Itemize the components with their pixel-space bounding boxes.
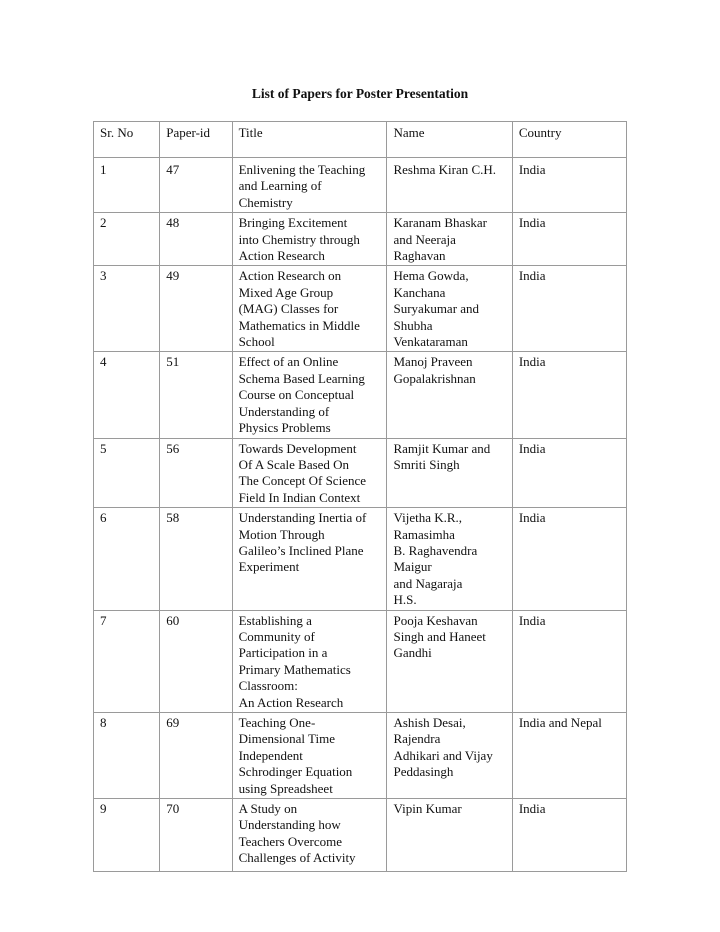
cell-title-line: (MAG) Classes for bbox=[238, 301, 339, 317]
cell-title-line: Motion Through bbox=[238, 526, 325, 542]
table-row bbox=[94, 266, 627, 352]
cell-title bbox=[232, 610, 387, 712]
cell-title-line: Physics Problems bbox=[238, 420, 331, 436]
cell-country: India bbox=[512, 266, 626, 352]
cell-name-line: Vijetha K.R., bbox=[393, 510, 463, 526]
cell-sr-no: 2 bbox=[94, 213, 160, 266]
cell-name bbox=[387, 438, 512, 508]
cell-title-line: Classroom: bbox=[238, 678, 298, 694]
cell-title-line: and Learning of bbox=[238, 178, 322, 194]
cell-name bbox=[387, 352, 512, 438]
cell-name-line: Pooja Keshavan bbox=[393, 612, 478, 628]
cell-country: India bbox=[512, 799, 626, 872]
cell-title-line: Establishing a bbox=[238, 612, 312, 628]
table-header-row bbox=[94, 122, 627, 158]
table-row bbox=[94, 213, 627, 266]
cell-title-line: Teachers Overcome bbox=[238, 833, 342, 849]
cell-title-line: Of A Scale Based On bbox=[238, 456, 350, 472]
cell-title-line: Enlivening the Teaching bbox=[238, 162, 366, 177]
cell-title-line: The Concept Of Science bbox=[238, 473, 367, 489]
cell-name-line: H.S. bbox=[393, 592, 417, 608]
cell-country: India bbox=[512, 438, 626, 508]
table-row bbox=[94, 713, 627, 799]
cell-name-line: B. Raghavendra bbox=[393, 542, 478, 558]
cell-title-line: Independent bbox=[238, 747, 303, 763]
cell-name-line: Hema Gowda, bbox=[393, 268, 469, 284]
cell-title bbox=[232, 266, 387, 352]
cell-name-line: Manoj Praveen bbox=[393, 354, 473, 370]
cell-title-line: Action Research on bbox=[238, 268, 342, 284]
cell-country: India bbox=[512, 213, 626, 266]
cell-name-line: Vipin Kumar bbox=[393, 801, 462, 817]
cell-paper-id: 58 bbox=[160, 508, 232, 610]
cell-name-line: Kanchana bbox=[393, 284, 446, 300]
cell-name bbox=[387, 266, 512, 352]
cell-name-line: Gandhi bbox=[393, 645, 432, 661]
cell-name-line: Peddasingh bbox=[393, 764, 454, 780]
cell-sr-no: 4 bbox=[94, 352, 160, 438]
cell-title bbox=[232, 213, 387, 266]
table-row bbox=[94, 610, 627, 712]
cell-title bbox=[232, 713, 387, 799]
cell-title-line: Field In Indian Context bbox=[238, 489, 361, 505]
cell-name-line: Raghavan bbox=[393, 248, 446, 264]
cell-title-line: using Spreadsheet bbox=[238, 780, 333, 796]
cell-sr-no: 8 bbox=[94, 713, 160, 799]
header-title: Title bbox=[232, 122, 387, 158]
cell-name-line: Suryakumar and bbox=[393, 301, 480, 317]
cell-title-line: Challenges of Activity bbox=[238, 850, 356, 866]
cell-title-line: Participation in a bbox=[238, 645, 328, 661]
cell-sr-no: 3 bbox=[94, 266, 160, 352]
cell-country: India bbox=[512, 158, 626, 213]
cell-name-line: Smriti Singh bbox=[393, 456, 460, 472]
cell-title bbox=[232, 508, 387, 610]
cell-sr-no: 9 bbox=[94, 799, 160, 872]
cell-title-line: Schrodinger Equation bbox=[238, 764, 353, 780]
cell-title-line: Galileo’s Inclined Plane bbox=[238, 542, 364, 558]
cell-name-line: Karanam Bhaskar bbox=[393, 215, 487, 231]
cell-title bbox=[232, 799, 387, 872]
cell-name bbox=[387, 158, 512, 213]
cell-name-line: Ashish Desai, bbox=[393, 715, 466, 730]
cell-title-line: Effect of an Online bbox=[238, 354, 339, 370]
cell-title-line: Action Research bbox=[238, 248, 325, 264]
cell-title-line: Dimensional Time bbox=[238, 731, 336, 747]
cell-title bbox=[232, 158, 387, 213]
cell-name-line: Maigur bbox=[393, 559, 432, 575]
cell-paper-id: 48 bbox=[160, 213, 232, 266]
cell-title-line: into Chemistry through bbox=[238, 231, 360, 247]
header-paper-id: Paper-id bbox=[160, 122, 232, 158]
table-row bbox=[94, 508, 627, 610]
table-body bbox=[94, 158, 627, 872]
document-title: List of Papers for Poster Presentation bbox=[251, 86, 469, 101]
cell-name-line: Rajendra bbox=[393, 731, 441, 747]
cell-name-line: Singh and Haneet bbox=[393, 628, 486, 644]
cell-name-line: Gopalakrishnan bbox=[393, 370, 476, 386]
cell-sr-no: 6 bbox=[94, 508, 160, 610]
cell-country: India bbox=[512, 508, 626, 610]
cell-title-line: Chemistry bbox=[238, 194, 293, 210]
cell-sr-no: 5 bbox=[94, 438, 160, 508]
cell-country: India bbox=[512, 610, 626, 712]
cell-name-line: Ramjit Kumar and bbox=[393, 440, 491, 456]
cell-country: India bbox=[512, 352, 626, 438]
cell-title-line: Understanding Inertia of bbox=[238, 510, 367, 526]
cell-title-line: Towards Development bbox=[238, 440, 357, 456]
cell-name bbox=[387, 713, 512, 799]
table-row bbox=[94, 438, 627, 508]
cell-title bbox=[232, 352, 387, 438]
cell-title-line: Teaching One- bbox=[238, 715, 316, 730]
cell-title-line: Community of bbox=[238, 628, 315, 644]
cell-name-line: Reshma Kiran C.H. bbox=[393, 162, 497, 177]
cell-title-line: Mathematics in Middle bbox=[238, 317, 360, 333]
cell-title-line: Schema Based Learning bbox=[238, 370, 365, 386]
cell-country: India and Nepal bbox=[512, 713, 626, 799]
header-sr-no: Sr. No bbox=[94, 122, 160, 158]
cell-paper-id: 49 bbox=[160, 266, 232, 352]
cell-title-line: Understanding of bbox=[238, 403, 330, 419]
cell-name-line: and Nagaraja bbox=[393, 575, 463, 591]
cell-title-line: Mixed Age Group bbox=[238, 284, 334, 300]
cell-name bbox=[387, 799, 512, 872]
cell-name-line: Ramasimha bbox=[393, 526, 455, 542]
header-country: Country bbox=[512, 122, 626, 158]
cell-title-line: A Study on bbox=[238, 801, 298, 817]
cell-name bbox=[387, 610, 512, 712]
cell-name-line: Venkataraman bbox=[393, 334, 468, 350]
cell-sr-no: 1 bbox=[94, 158, 160, 213]
cell-sr-no: 7 bbox=[94, 610, 160, 712]
cell-name bbox=[387, 508, 512, 610]
cell-title-line: Primary Mathematics bbox=[238, 661, 351, 677]
cell-paper-id: 47 bbox=[160, 158, 232, 213]
cell-name-line: Adhikari and Vijay bbox=[393, 747, 493, 763]
cell-paper-id: 56 bbox=[160, 438, 232, 508]
cell-name bbox=[387, 213, 512, 266]
table-row bbox=[94, 799, 627, 872]
cell-title-line: Experiment bbox=[238, 559, 300, 575]
table-row bbox=[94, 158, 627, 213]
cell-title-line: School bbox=[238, 334, 275, 350]
cell-title bbox=[232, 438, 387, 508]
cell-name-line: and Neeraja bbox=[393, 231, 456, 247]
cell-title-line: An Action Research bbox=[238, 694, 344, 710]
table-row bbox=[94, 352, 627, 438]
cell-paper-id: 69 bbox=[160, 713, 232, 799]
cell-paper-id: 60 bbox=[160, 610, 232, 712]
cell-title-line: Course on Conceptual bbox=[238, 387, 355, 403]
cell-paper-id: 70 bbox=[160, 799, 232, 872]
cell-title-line: Bringing Excitement bbox=[238, 215, 348, 231]
papers-table bbox=[93, 121, 627, 872]
cell-title-line: Understanding how bbox=[238, 817, 341, 833]
header-name: Name bbox=[387, 122, 512, 158]
cell-name-line: Shubha bbox=[393, 317, 433, 333]
cell-paper-id: 51 bbox=[160, 352, 232, 438]
